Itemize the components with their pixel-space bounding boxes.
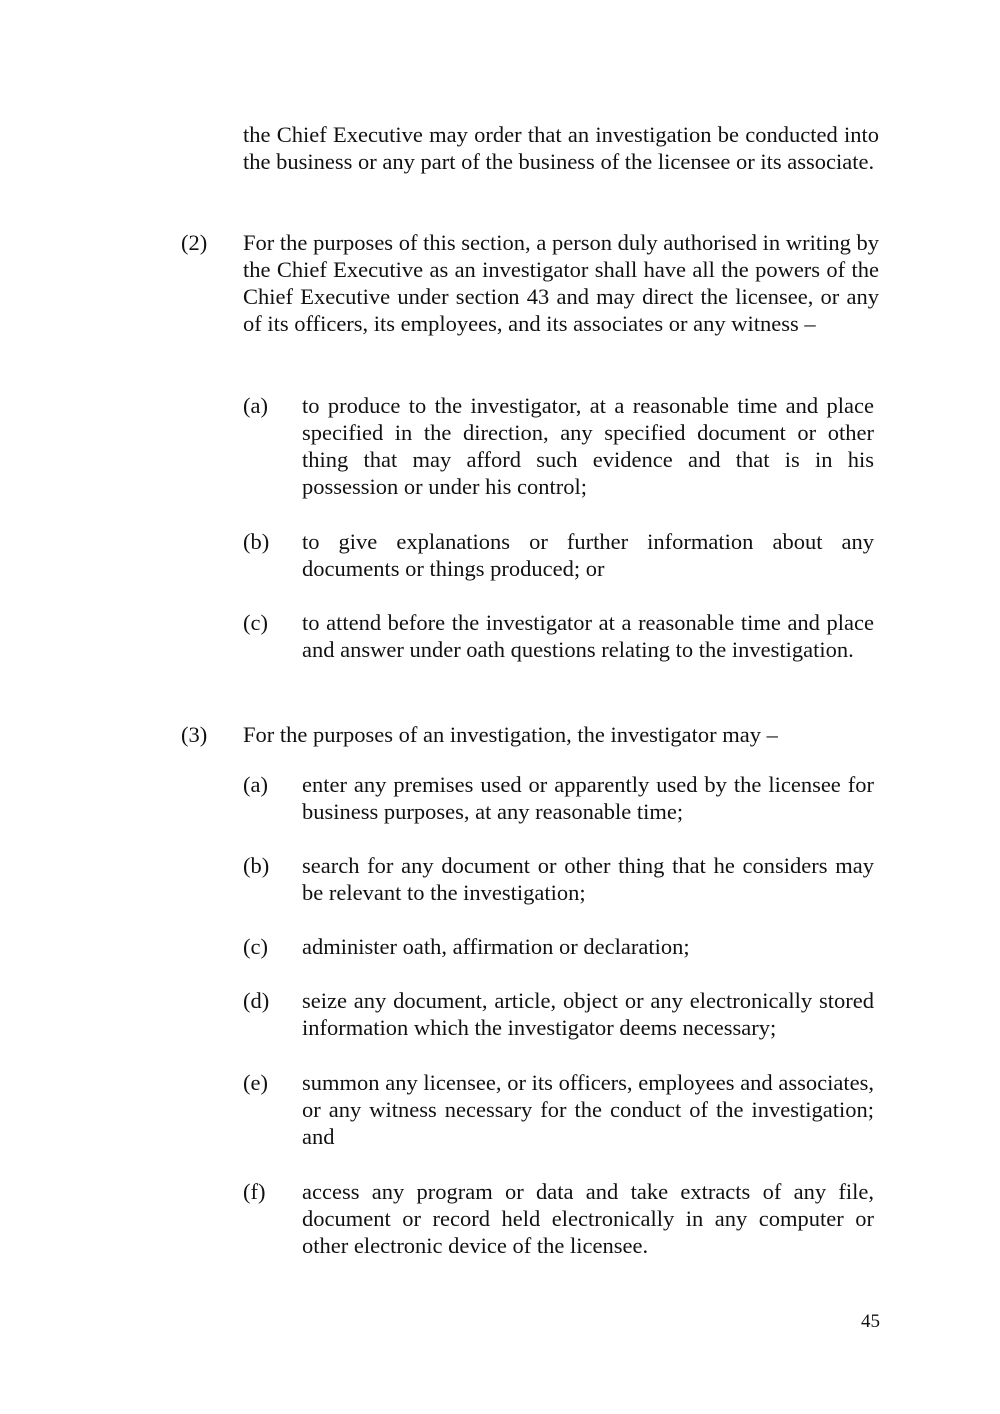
section-2-text: For the purposes of this section, a person duly authorised in writing by the Chief Executive as an investigator shall have all the powers of the Chief Executive under section 43 and may direct the licensee, or any of its officers, its employees, and its associates or any witness – bbox=[243, 230, 879, 336]
section-2-item-a-label: (a) bbox=[243, 393, 268, 418]
section-3-text: For the purposes of an investigation, the investigator may – bbox=[243, 722, 778, 747]
section-3-item-b-label: (b) bbox=[243, 853, 270, 878]
section-3-item-a-label: (a) bbox=[243, 772, 268, 797]
continuation-paragraph: the Chief Executive may order that an investigation be conducted into the business or any part of the business of the licensee or its associate. bbox=[243, 122, 879, 174]
section-2-item-b-label: (b) bbox=[243, 529, 270, 554]
page-number: 45 bbox=[861, 1311, 880, 1332]
section-3-item-d-text: seize any document, article, object or any electronically stored information which the investigator deems necessary; bbox=[302, 988, 874, 1040]
section-3-item-e-label: (e) bbox=[243, 1070, 268, 1095]
section-2-item-c-text: to attend before the investigator at a reasonable time and place and answer under oath questions relating to the investigation. bbox=[302, 610, 874, 662]
section-2-item-c-label: (c) bbox=[243, 610, 268, 635]
section-3-item-f-label: (f) bbox=[243, 1179, 266, 1204]
section-2-number: (2) bbox=[181, 230, 208, 255]
section-3-item-c-text: administer oath, affirmation or declaration; bbox=[302, 934, 690, 959]
section-3-item-a-text: enter any premises used or apparently used by the licensee for business purposes, at any reasonable time; bbox=[302, 772, 874, 824]
section-3-item-e-text: summon any licensee, or its officers, employees and associates, or any witness necessary for the conduct of the investigation; and bbox=[302, 1070, 874, 1149]
section-3-number: (3) bbox=[181, 722, 208, 747]
section-2-item-b-text: to give explanations or further information about any documents or things produced; or bbox=[302, 529, 874, 581]
section-3-item-f-text: access any program or data and take extracts of any file, document or record held electronically in any computer or other electronic device of the licensee. bbox=[302, 1179, 874, 1258]
section-2-item-a-text: to produce to the investigator, at a reasonable time and place specified in the direction, any specified document or other thing that may afford such evidence and that is in his possession or under his control; bbox=[302, 393, 874, 499]
section-3-item-c-label: (c) bbox=[243, 934, 268, 959]
section-3-item-d-label: (d) bbox=[243, 988, 270, 1013]
section-3-item-b-text: search for any document or other thing that he considers may be relevant to the investigation; bbox=[302, 853, 874, 905]
